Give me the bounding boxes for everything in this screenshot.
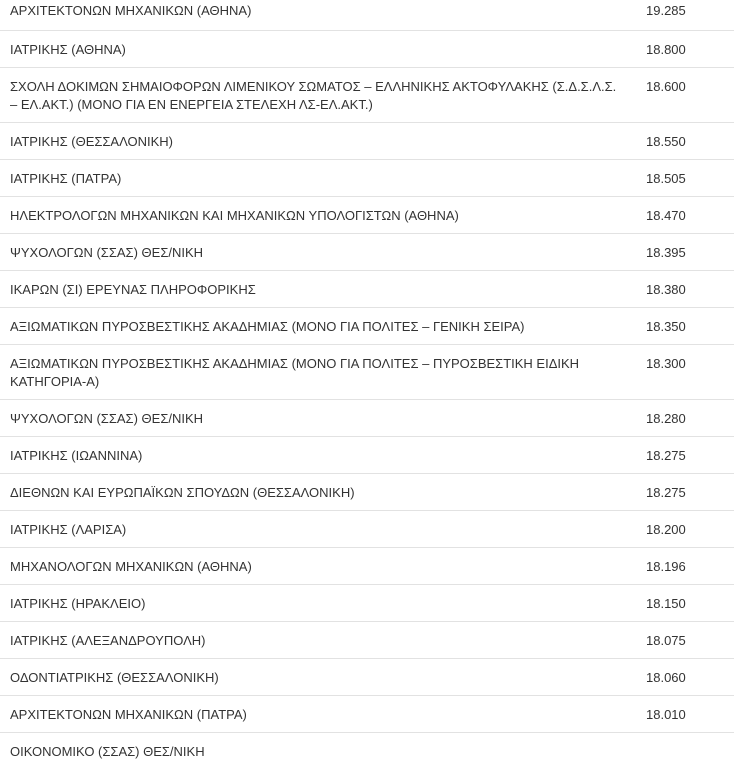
- table-row: [0, 436, 734, 473]
- table-row: [0, 621, 734, 658]
- program-score: 18.060: [646, 669, 686, 685]
- program-score: 18.380: [646, 281, 686, 297]
- program-score: 18.395: [646, 244, 686, 260]
- program-name: ΙΑΤΡΙΚΗΣ (ΛΑΡΙΣΑ): [10, 521, 127, 537]
- program-name: ΙΚΑΡΩΝ (ΣΙ) ΕΡΕΥΝΑΣ ΠΛΗΡΟΦΟΡΙΚΗΣ: [10, 281, 256, 297]
- program-score: 18.075: [646, 632, 686, 648]
- program-name: ΟΔΟΝΤΙΑΤΡΙΚΗΣ (ΘΕΣΣΑΛΟΝΙΚΗ): [10, 669, 219, 685]
- table-row: [0, 270, 734, 307]
- table-row: [0, 695, 734, 732]
- program-score: 18.600: [646, 78, 686, 94]
- program-score: 18.150: [646, 595, 686, 611]
- program-score: 18.200: [646, 521, 686, 537]
- table-row: [0, 233, 734, 270]
- program-score: 18.350: [646, 318, 686, 334]
- table-row: [0, 547, 734, 584]
- program-score: 18.010: [646, 706, 686, 722]
- program-name: ΙΑΤΡΙΚΗΣ (ΘΕΣΣΑΛΟΝΙΚΗ): [10, 133, 174, 149]
- table-row: [0, 344, 734, 399]
- program-name: ΔΙΕΘΝΩΝ ΚΑΙ ΕΥΡΩΠΑΪΚΩΝ ΣΠΟΥΔΩΝ (ΘΕΣΣΑΛΟΝΙΚΗ): [10, 484, 355, 500]
- table-row: [0, 159, 734, 196]
- program-name: ΟΙΚΟΝΟΜΙΚΟ (ΣΣΑΣ) ΘΕΣ/ΝΙΚΗ: [10, 743, 205, 759]
- program-score: 18.470: [646, 207, 686, 223]
- program-score: 18.505: [646, 170, 686, 186]
- program-name: ΙΑΤΡΙΚΗΣ (ΑΛΕΞΑΝΔΡΟΥΠΟΛΗ): [10, 632, 206, 648]
- table-row: [0, 584, 734, 621]
- table-row: [0, 658, 734, 695]
- table-row: [0, 0, 734, 30]
- program-score: 18.275: [646, 484, 686, 500]
- program-score: 18.550: [646, 133, 686, 149]
- program-name: ΑΡΧΙΤΕΚΤΟΝΩΝ ΜΗΧΑΝΙΚΩΝ (ΠΑΤΡΑ): [10, 706, 247, 722]
- program-name: ΨΥΧΟΛΟΓΩΝ (ΣΣΑΣ) ΘΕΣ/ΝΙΚΗ: [10, 244, 204, 260]
- table-row: [0, 473, 734, 510]
- table-row: [0, 30, 734, 67]
- program-name: ΜΗΧΑΝΟΛΟΓΩΝ ΜΗΧΑΝΙΚΩΝ (ΑΘΗΝΑ): [10, 558, 252, 574]
- program-name: ΑΞΙΩΜΑΤΙΚΩΝ ΠΥΡΟΣΒΕΣΤΙΚΗΣ ΑΚΑΔΗΜΙΑΣ (ΜΟΝΟ ΓΙΑ ΠΟΛΙΤΕΣ – ΓΕΝΙΚΗ ΣΕΙΡΑ): [10, 318, 525, 334]
- program-score: 18.280: [646, 410, 686, 426]
- table-row: [0, 307, 734, 344]
- program-name: ΙΑΤΡΙΚΗΣ (ΑΘΗΝΑ): [10, 41, 126, 57]
- program-score: [636, 732, 734, 769]
- program-name: ΑΡΧΙΤΕΚΤΟΝΩΝ ΜΗΧΑΝΙΚΩΝ (ΑΘΗΝΑ): [10, 3, 252, 18]
- program-score: 18.196: [646, 558, 686, 574]
- table-row: [0, 732, 734, 769]
- table-row: [0, 510, 734, 547]
- program-name: ΣΧΟΛΗ ΔΟΚΙΜΩΝ ΣΗΜΑΙΟΦΟΡΩΝ ΛΙΜΕΝΙΚΟΥ ΣΩΜΑΤΟΣ – ΕΛΛΗΝΙΚΗΣ ΑΚΤΟΦΥΛΑΚΗΣ (Σ.Δ.Σ.Λ.Σ. – ΕΛ.ΑΚΤ.) (ΜΟΝΟ ΓΙΑ ΕΝ ΕΝΕΡΓΕΙΑ ΣΤΕΛΕΧΗ ΛΣ-ΕΛ.ΑΚΤ.): [10, 78, 617, 112]
- table-row: [0, 122, 734, 159]
- program-name: ΙΑΤΡΙΚΗΣ (ΗΡΑΚΛΕΙΟ): [10, 595, 146, 611]
- program-name: ΗΛΕΚΤΡΟΛΟΓΩΝ ΜΗΧΑΝΙΚΩΝ ΚΑΙ ΜΗΧΑΝΙΚΩΝ ΥΠΟΛΟΓΙΣΤΩΝ (ΑΘΗΝΑ): [10, 207, 459, 223]
- program-score: 18.800: [646, 41, 686, 57]
- program-score: 19.285: [646, 3, 686, 18]
- program-score: 18.300: [646, 355, 686, 371]
- program-name: ΙΑΤΡΙΚΗΣ (ΙΩΑΝΝΙΝΑ): [10, 447, 143, 463]
- table-row: [0, 196, 734, 233]
- table-row: [0, 67, 734, 122]
- table-row: [0, 399, 734, 436]
- program-name: ΨΥΧΟΛΟΓΩΝ (ΣΣΑΣ) ΘΕΣ/ΝΙΚΗ: [10, 410, 204, 426]
- program-name: ΑΞΙΩΜΑΤΙΚΩΝ ΠΥΡΟΣΒΕΣΤΙΚΗΣ ΑΚΑΔΗΜΙΑΣ (ΜΟΝΟ ΓΙΑ ΠΟΛΙΤΕΣ – ΠΥΡΟΣΒΕΣΤΙΚΗ ΕΙΔΙΚΗ ΚΑΤΗΓΟΡΙΑ-Α): [10, 355, 580, 389]
- program-name: ΙΑΤΡΙΚΗΣ (ΠΑΤΡΑ): [10, 170, 122, 186]
- program-score: 18.275: [646, 447, 686, 463]
